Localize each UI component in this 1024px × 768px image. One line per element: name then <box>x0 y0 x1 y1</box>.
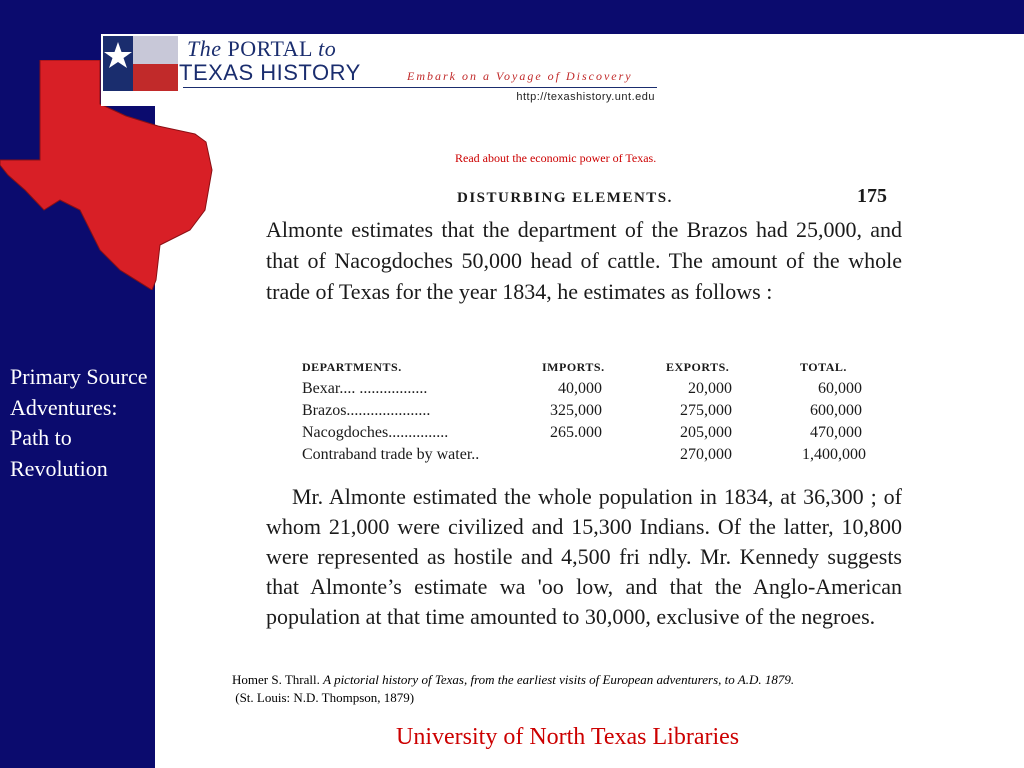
texas-flag-logo-icon <box>103 36 178 91</box>
table-row <box>302 446 882 468</box>
table-cell: 60,000 <box>818 380 862 397</box>
table-cell: Bexar.... ................. <box>302 380 428 397</box>
banner-title-line2: TEXAS HISTORY <box>179 60 361 85</box>
citation <box>232 671 794 707</box>
column-header: TOTAL. <box>800 360 847 374</box>
citation-publisher: (St. Louis: N.D. Thompson, 1879) <box>235 690 415 705</box>
citation-book-title: A pictorial history of Texas, from the earliest visits of European adventurers, to A.D. 1879. <box>323 672 795 687</box>
table-cell: Nacogdoches............... <box>302 424 449 441</box>
sidebar-title: Primary Source Adventures: Path to Revolution <box>10 364 148 481</box>
citation-author: Homer S. Thrall. <box>232 672 320 687</box>
top-bar <box>0 0 1024 34</box>
table-header-row <box>302 358 882 380</box>
banner-tagline: Embark on a Voyage of Discovery <box>407 69 633 83</box>
table-cell: 325,000 <box>550 402 602 419</box>
table-cell: 205,000 <box>680 424 732 441</box>
column-header: EXPORTS. <box>666 360 730 374</box>
table-cell: 275,000 <box>680 402 732 419</box>
column-header: IMPORTS. <box>542 360 605 374</box>
table-cell: 600,000 <box>810 402 862 419</box>
footer-title: University of North Texas Libraries <box>396 724 740 750</box>
portal-banner[interactable] <box>101 34 657 106</box>
table-cell: 1,400,000 <box>802 446 866 463</box>
banner-title: The PORTAL to <box>187 36 337 61</box>
paragraph: Almonte estimates that the department of the Brazos had 25,000, and that of Nacogdoches 50,000 head of cattle. The amount of the whole trade of Texas for the year 1834, he estimates as follows : <box>266 217 902 304</box>
table-cell: Contraband trade by water.. <box>302 446 480 463</box>
banner-url[interactable]: http://texashistory.unt.edu <box>516 91 655 103</box>
table-cell: 270,000 <box>680 446 732 463</box>
table-cell: 20,000 <box>688 380 732 397</box>
table-cell: 40,000 <box>558 380 602 397</box>
table-row <box>302 424 882 446</box>
paragraph: Mr. Almonte estimated the whole population in 1834, at 36,300 ; of whom 21,000 were civilized and 15,300 Indians. Of the latter, 10,800 were represented as hostile and 4,500 fri ndly. Mr. Kennedy suggests that Almonte’s estimate wa 'oo low, and that the Anglo-American population at that time amounted to 30,000, exclusive of the negroes. <box>266 484 902 629</box>
table-row <box>302 402 882 424</box>
table-row <box>302 380 882 402</box>
table-cell: Brazos..................... <box>302 402 431 419</box>
banner-divider <box>183 87 657 88</box>
page-header: DISTURBING ELEMENTS. <box>457 190 673 206</box>
scanned-book-page <box>262 180 910 658</box>
table-cell: 470,000 <box>810 424 862 441</box>
table-cell: 265.000 <box>550 424 602 441</box>
trade-table <box>302 358 882 468</box>
page-number: 175 <box>857 185 887 207</box>
column-header: DEPARTMENTS. <box>302 360 402 374</box>
caption: Read about the economic power of Texas. <box>455 151 657 165</box>
